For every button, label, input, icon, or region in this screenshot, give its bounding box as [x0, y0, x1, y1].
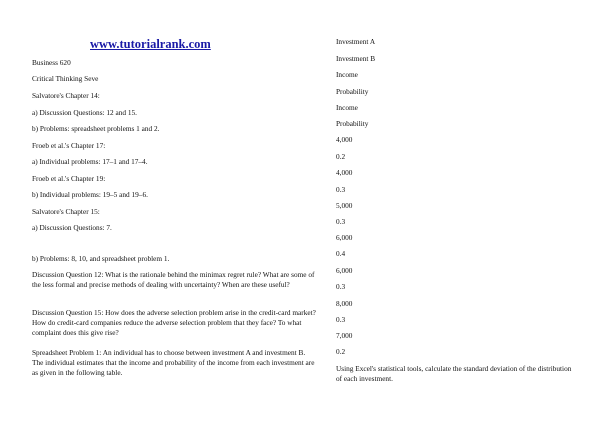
table-cell: 0.3 — [336, 185, 346, 194]
table-cell: 4,000 — [336, 168, 353, 177]
table-header: Investment A — [336, 37, 376, 46]
table-header: Investment B — [336, 54, 376, 63]
table-cell: 0.2 — [336, 347, 346, 356]
task-item: b) Individual problems: 19–5 and 19–6. — [32, 190, 148, 199]
instruction-text: Using Excel's statistical tools, calculate the standard deviation of the distribution of each investment. — [336, 364, 572, 383]
chapter-heading: Salvatore's Chapter 15: — [32, 207, 100, 216]
chapter-heading: Salvatore's Chapter 14: — [32, 91, 100, 100]
table-cell: 0.4 — [336, 249, 346, 258]
table-cell: 7,000 — [336, 331, 353, 340]
task-item: a) Discussion Questions: 7. — [32, 223, 112, 232]
discussion-question: Discussion Question 15: How does the adverse selection problem arise in the credit-card market? How do credit-card companies reduce the adverse selection problem that they face? To what complaint does this give rise? — [32, 308, 316, 337]
table-cell: 0.3 — [336, 217, 346, 226]
discussion-question: Discussion Question 12: What is the rationale behind the minimax regret rule? What are some of the less formal and precise methods of dealing with uncertainty? When are these useful? — [32, 270, 315, 289]
table-cell: 0.3 — [336, 315, 346, 324]
table-cell: 8,000 — [336, 299, 353, 308]
table-cell: 6,000 — [336, 266, 353, 275]
task-item: b) Problems: 8, 10, and spreadsheet problem 1. — [32, 254, 170, 263]
course-title: Business 620 — [32, 58, 71, 67]
website-link[interactable]: www.tutorialrank.com — [90, 37, 211, 51]
assignment-title: Critical Thinking Seve — [32, 74, 99, 83]
spreadsheet-problem: Spreadsheet Problem 1: An individual has to choose between investment A and investment B. The individual estimates that the income and probability of the income from each investment are as given in the following table. — [32, 348, 315, 377]
table-cell: 5,000 — [336, 201, 353, 210]
table-header: Probability — [336, 87, 369, 96]
table-header: Income — [336, 103, 358, 112]
table-header: Probability — [336, 119, 369, 128]
task-item: b) Problems: spreadsheet problems 1 and 2. — [32, 124, 160, 133]
table-cell: 6,000 — [336, 233, 353, 242]
table-header: Income — [336, 70, 358, 79]
task-item: a) Discussion Questions: 12 and 15. — [32, 108, 137, 117]
task-item: a) Individual problems: 17–1 and 17–4. — [32, 157, 148, 166]
table-cell: 0.2 — [336, 152, 346, 161]
chapter-heading: Froeb et al.'s Chapter 17: — [32, 141, 106, 150]
table-cell: 4,000 — [336, 135, 353, 144]
table-cell: 0.3 — [336, 282, 346, 291]
chapter-heading: Froeb et al.'s Chapter 19: — [32, 174, 106, 183]
